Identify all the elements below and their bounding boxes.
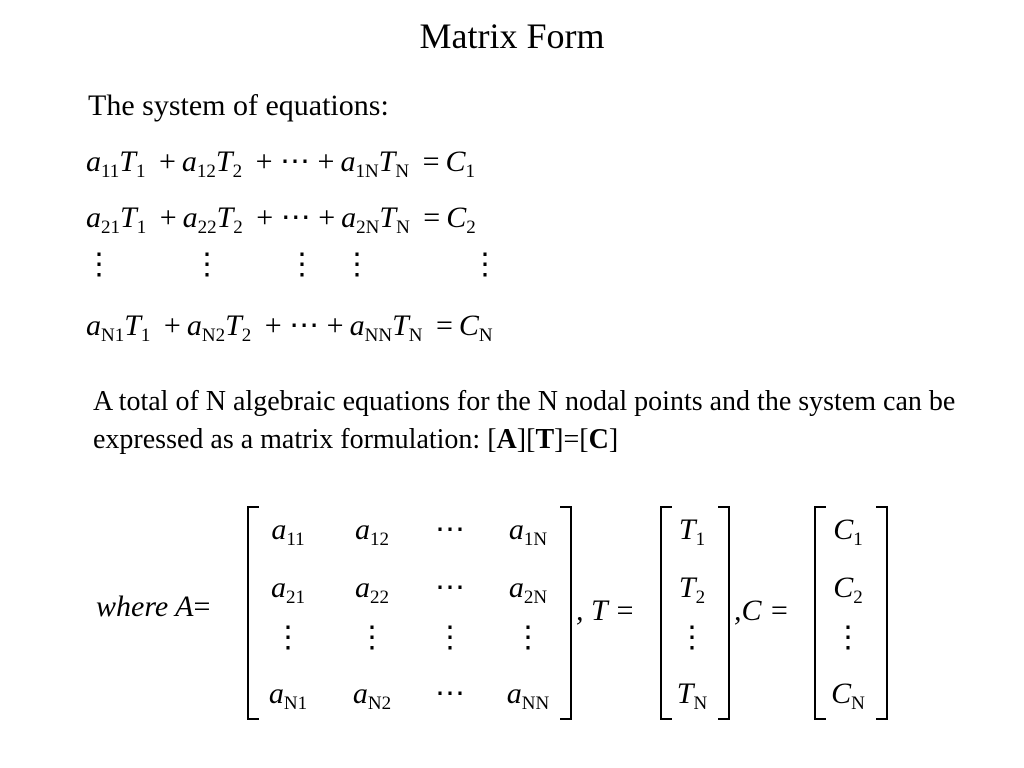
coef-sub: 21 [101,217,120,238]
matrix-A-cell: $a_{22}$ [355,571,389,608]
ellipsis-sum: + ⋯ + [255,145,335,178]
coef: a [186,309,202,342]
coef: a [340,145,356,178]
var: T [120,201,137,234]
equation-row-n [86,308,493,344]
var: T [379,201,397,234]
matrix-lhs [96,590,210,624]
explanation-paragraph [93,383,973,459]
matrix-T-label: T [535,424,555,455]
vector-C-cell: $C_2$ [833,571,863,608]
var: T [378,145,396,178]
intro-text: The system of equations: [88,89,389,122]
var-sub: 1 [140,325,151,346]
coef-sub: NN [364,325,393,346]
matrix-A-cell: ⋮ [513,621,543,654]
plus-sign: + [158,145,176,178]
comma-T-equals: , T = [576,594,635,627]
bracket-mid: ][ [516,424,536,455]
equals-sign: = [435,309,453,342]
var: T [119,145,136,178]
var: T [124,309,141,342]
matrix-A-cell: $a_{1N}$ [508,513,548,550]
var-sub: 1 [136,217,147,238]
coef: a [86,145,101,178]
vector-C-cell: $C_N$ [831,677,865,714]
rhs: C [458,309,479,342]
matrix-A-cell: ⋯ [435,677,465,710]
rhs: C [446,201,467,234]
coef-sub: N2 [201,325,226,346]
vdots: ⋮ [470,248,500,281]
bracket-open: [ [487,424,497,455]
equals-sign: = [423,201,441,234]
where-A-label: where A [96,590,194,623]
matrix-A-cell: ⋯ [435,571,465,604]
paragraph-text: A total of N algebraic equations for the N nodal points and the system can be expressed as a matrix formulation: [93,386,956,455]
vdots: ⋮ [287,248,317,281]
var-sub: 2 [241,325,252,346]
var-sub: N [408,325,423,346]
var: T [392,309,409,342]
matrix-A-cell: $a_{N1}$ [268,677,308,714]
var-sub: N [395,161,410,182]
coef-sub: 22 [197,217,217,238]
plus-sign: + [163,309,181,342]
matrix-A-cell: $a_{2N}$ [508,571,548,608]
var: T [215,145,233,178]
matrix-A-cell: $a_{11}$ [271,513,305,550]
coef: a [182,201,198,234]
rhs-sub: N [478,325,493,346]
vdots: ⋮ [192,248,222,281]
coef-sub: 12 [196,161,216,182]
var-sub: 1 [135,161,146,182]
equals-sign: = [422,145,440,178]
matrix-A-cell: $a_{N2}$ [352,677,392,714]
vector-T-cell: $T_2$ [678,571,706,608]
vector-T-cell: ⋮ [677,621,707,654]
ellipsis-sum: + ⋯ + [256,201,336,234]
comma-C-equals: ,C = [734,594,790,627]
equals-sign: = [193,590,211,623]
bracket-mid-eq: ]=[ [554,424,589,455]
matrix-A-cell: ⋯ [435,513,465,546]
coef-sub: 2N [356,217,380,238]
matrix-C-label: C [588,424,609,455]
coef-sub: 1N [355,161,379,182]
coef: a [349,309,365,342]
rhs-sub: 2 [466,217,476,238]
coef-sub: N1 [101,325,125,346]
matrix-A-label: A [496,424,517,455]
coef-sub: 11 [101,161,120,182]
vector-T-cell: $T_1$ [678,513,706,550]
var: T [216,201,234,234]
var-sub: 2 [232,161,243,182]
ellipsis-sum: + ⋯ + [264,309,344,342]
matrix-A-cell: ⋮ [273,621,303,654]
equation-row-2 [86,200,476,236]
coef: a [181,145,197,178]
matrix-A-cell: ⋮ [357,621,387,654]
vector-T-cell: $T_N$ [676,677,708,714]
matrix-A-cell: ⋮ [435,621,465,654]
slide-title: Matrix Form [419,16,605,56]
var: T [225,309,242,342]
vector-C-cell: ⋮ [833,621,863,654]
rhs: C [445,145,466,178]
plus-sign: + [159,201,177,234]
var-sub: N [396,217,410,238]
coef: a [86,201,101,234]
matrix-A-cell: $a_{NN}$ [506,677,550,714]
coef: a [341,201,357,234]
rhs-sub: 1 [465,161,476,182]
vdots: ⋮ [342,248,372,281]
bracket-close: ] [608,424,619,455]
matrix-A-cell: $a_{21}$ [271,571,305,608]
vdots: ⋮ [84,248,114,281]
coef: a [86,309,101,342]
var-sub: 2 [233,217,243,238]
vector-C-cell: $C_1$ [833,513,863,550]
matrix-A-cell: $a_{12}$ [355,513,389,550]
equation-row-1 [86,144,475,180]
